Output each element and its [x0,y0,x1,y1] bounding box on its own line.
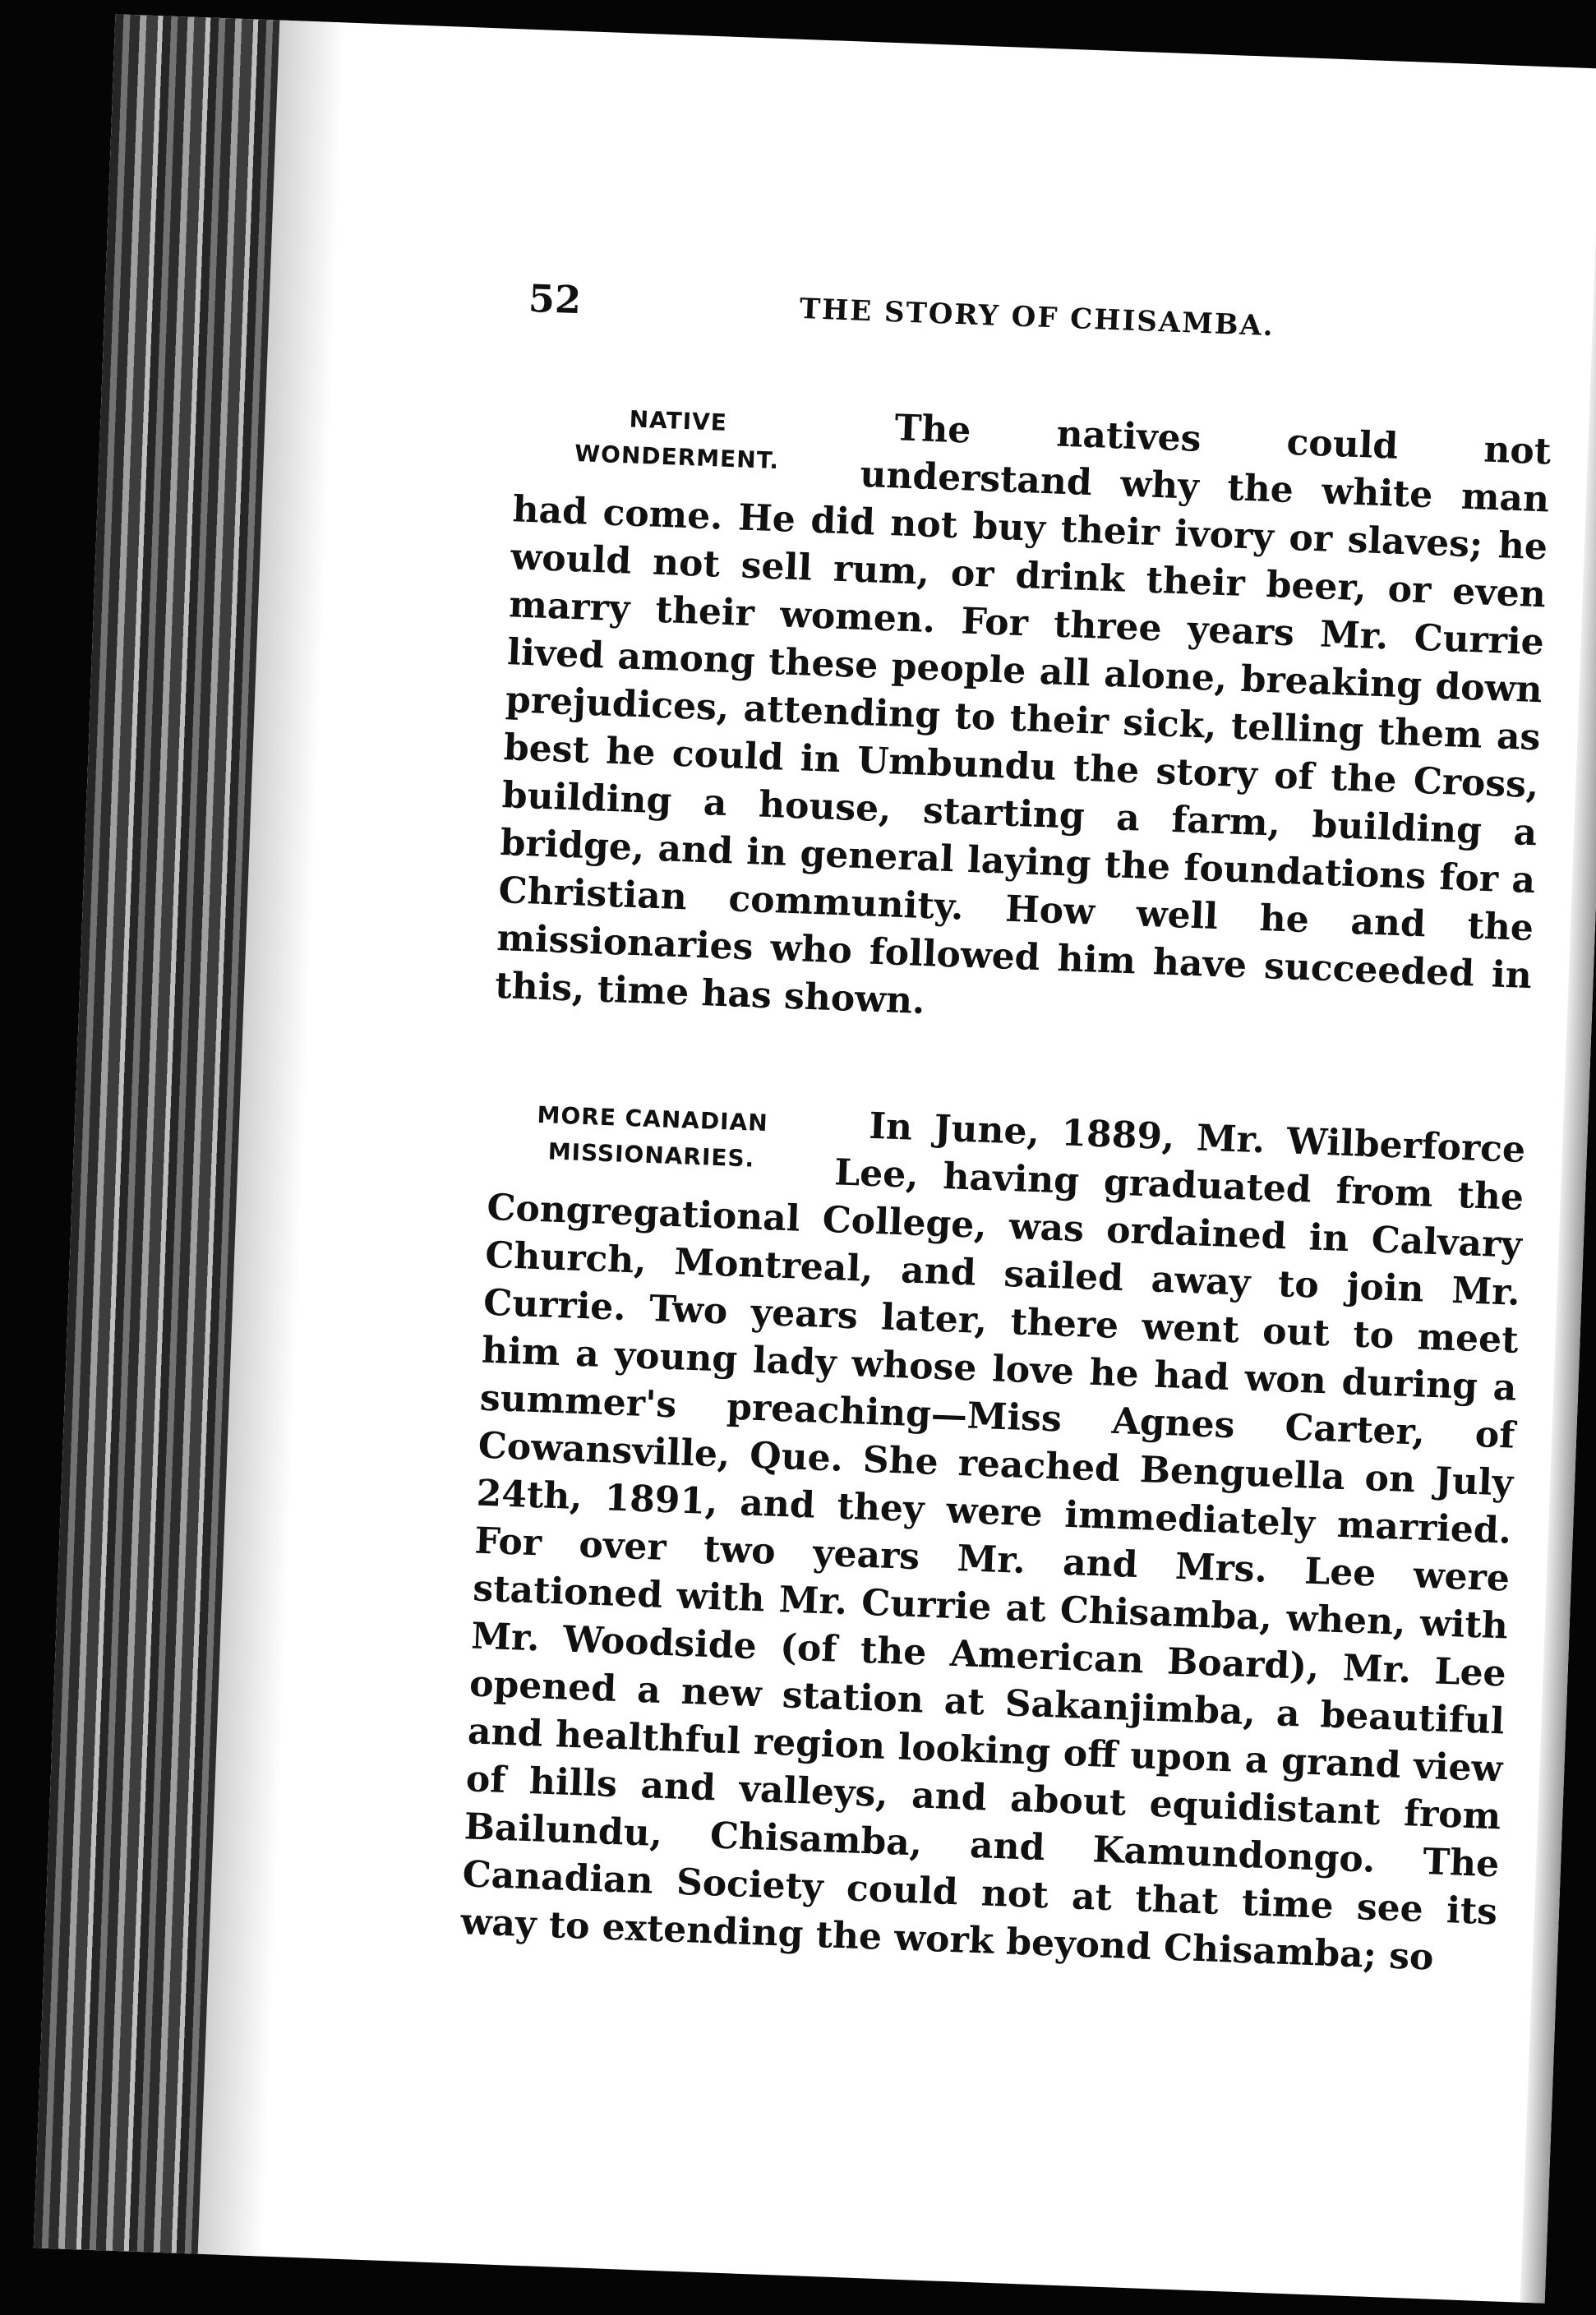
paragraph-more-canadian-missionaries [460,1089,1526,1984]
page-number: 52 [528,275,583,323]
running-title: THE STORY OF CHISAMBA. [799,292,1275,344]
book-page [34,14,1596,2303]
side-heading-line: MISSIONARIES. [547,1137,755,1173]
paragraph-text: The natives could not understand why the white man had come. He did not buy their ivory or slaves; he would not sell rum, or drink their beer, or even marry their women. For three years Mr. Currie lived among these people all alone, breaking down prejudices, attending to their sick, telling them as best he could in Umbundu the story of the Cross, building a house, starting a farm, building a bridge, and in general laying the foundations for a Christian community. How well he and the missionaries who followed him have succeeded in this, time has shown. [494,407,1552,1023]
page-right-shadow [1520,69,1596,2303]
side-heading [514,397,841,481]
side-heading [488,1095,815,1179]
side-heading-line: WONDERMENT. [574,440,780,475]
side-heading-line: MORE CANADIAN [537,1100,769,1137]
paragraph-text: In June, 1889, Mr. Wilberforce Lee, having graduated from the Congregational College, was ordained in Calvary Church, Montreal, and sailed away to join Mr. Currie. Two years later, there went out to meet him a young lady whose love he had won during a summer's preaching—Miss Agnes Carter, of Cowansville, Que. She reached Benguella on July 24th, 1891, and they were immediately married. For over two years Mr. and Mrs. Lee were stationed with Mr. Currie at Chisamba, when, with Mr. Woodside (of the American Board), Mr. Lee opened a new station at Sakanjimba, a beautiful and healthful region looking off upon a grand view of hills and valleys, and about equidistant from Bailundu, Chisamba, and Kamundongo. The Canadian Society could not at that time see its way to extending the work beyond Chisamba; so [459,1104,1526,1979]
paragraph-native-wonderment [494,390,1552,1048]
side-heading-line: NATIVE [629,405,728,436]
running-head [528,276,1565,371]
